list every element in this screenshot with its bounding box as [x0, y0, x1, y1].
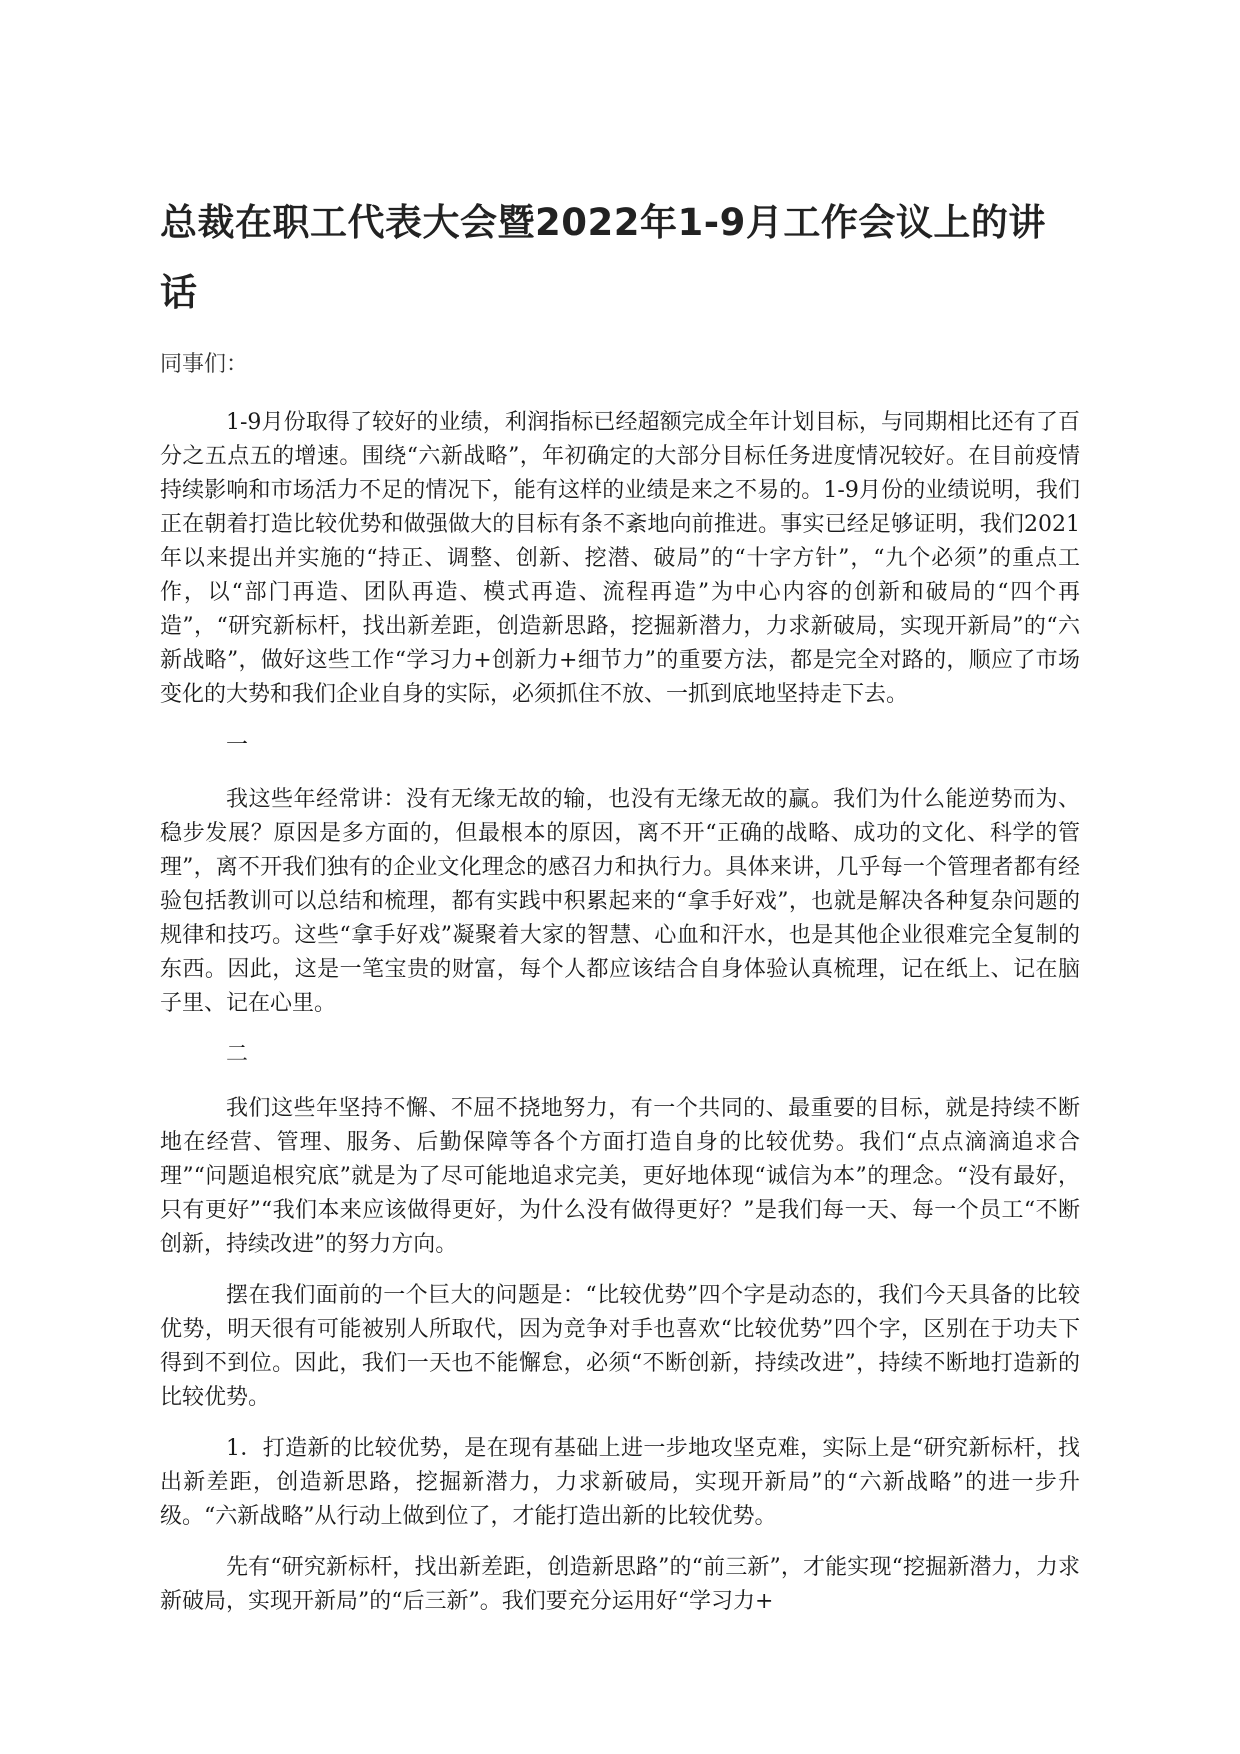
- document-title: 总裁在职工代表大会暨2022年1-9月工作会议上的讲话: [160, 201, 1046, 314]
- paragraph-point-one: 1．打造新的比较优势，是在现有基础上进一步地攻坚克难，实际上是“研究新标杆，找出新差距，创造新思路，挖掘新潜力，力求新破局，实现开新局”的“六新战略”的进一步升级。“六新战略”从行动上做到位了，才能打造出新的比较优势。: [160, 1436, 1080, 1529]
- section-marker-two: 二: [226, 1042, 249, 1067]
- paragraph-point-one-cont: 先有“研究新标杆，找出新差距，创造新思路”的“前三新”，才能实现“挖掘新潜力，力求新破局，实现开新局”的“后三新”。我们要充分运用好“学习力+: [160, 1555, 1080, 1614]
- paragraph-intro: 1-9月份取得了较好的业绩，利润指标已经超额完成全年计划目标，与同期相比还有了百分之五点五的增速。围绕“六新战略”，年初确定的大部分目标任务进度情况较好。在目前疫情持续影响和市场活力不足的情况下，能有这样的业绩是来之不易的。1-9月份的业绩说明，我们正在朝着打造比较优势和做强做大的目标有条不紊地向前推进。事实已经足够证明，我们2021年以来提出并实施的“持正、调整、创新、挖潜、破局”的“十字方针”，“九个必须”的重点工作，以“部门再造、团队再造、模式再造、流程再造”为中心内容的创新和破局的“四个再造”，“研究新标杆，找出新差距，创造新思路，挖掘新潜力，力求新破局，实现开新局”的“六新战略”，做好这些工作“学习力+创新力+细节力”的重要方法，都是完全对路的，顺应了市场变化的大势和我们企业自身的实际，必须抓住不放、一抓到底地坚持走下去。: [160, 410, 1080, 707]
- salutation: 同事们：: [160, 352, 249, 377]
- paragraph-section-one: 我这些年经常讲：没有无缘无故的输，也没有无缘无故的赢。我们为什么能逆势而为、稳步发展？原因是多方面的，但最根本的原因，离不开“正确的战略、成功的文化、科学的管理”，离不开我们独有的企业文化理念的感召力和执行力。具体来讲，几乎每一个管理者都有经验包括教训可以总结和梳理，都有实践中积累起来的“拿手好戏”，也就是解决各种复杂问题的规律和技巧。这些“拿手好戏”凝聚着大家的智慧、心血和汗水，也是其他企业很难完全复制的东西。因此，这是一笔宝贵的财富，每个人都应该结合自身体验认真梳理，记在纸上、记在脑子里、记在心里。: [160, 787, 1080, 1016]
- section-marker-one: 一: [226, 733, 249, 758]
- paragraph-section-two-b: 摆在我们面前的一个巨大的问题是：“比较优势”四个字是动态的，我们今天具备的比较优势，明天很有可能被别人所取代，因为竞争对手也喜欢“比较优势”四个字，区别在于功夫下得到不到位。因此，我们一天也不能懈怠，必须“不断创新，持续改进”，持续不断地打造新的比较优势。: [160, 1283, 1080, 1410]
- paragraph-section-two-a: 我们这些年坚持不懈、不屈不挠地努力，有一个共同的、最重要的目标，就是持续不断地在经营、管理、服务、后勤保障等各个方面打造自身的比较优势。我们“点点滴滴追求合理”“问题追根究底”就是为了尽可能地追求完美，更好地体现“诚信为本”的理念。“没有最好，只有更好”“我们本来应该做得更好，为什么没有做得更好？”是我们每一天、每一个员工“不断创新，持续改进”的努力方向。: [160, 1096, 1080, 1257]
